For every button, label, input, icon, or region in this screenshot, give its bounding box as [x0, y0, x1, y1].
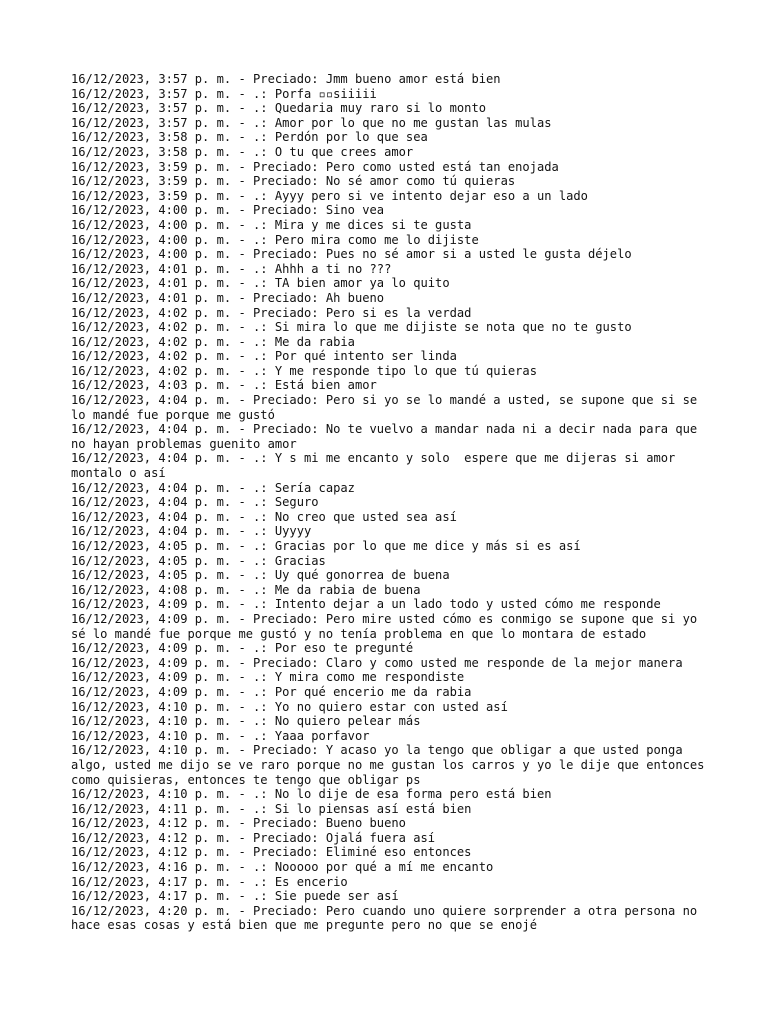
chat-line: 16/12/2023, 4:12 p. m. - Preciado: Bueno bueno: [71, 816, 406, 831]
chat-line: 16/12/2023, 4:10 p. m. - .: No quiero pelear más: [71, 714, 421, 729]
chat-line: 16/12/2023, 4:05 p. m. - .: Uy qué gonorrea de buena: [71, 568, 450, 583]
chat-line: 16/12/2023, 4:08 p. m. - .: Me da rabia de buena: [71, 582, 421, 597]
chat-line: 16/12/2023, 4:00 p. m. - Preciado: Sino vea: [71, 203, 385, 218]
chat-line: 16/12/2023, 4:05 p. m. - .: Gracias por lo que me dice y más si es así: [71, 539, 581, 553]
chat-line: 16/12/2023, 4:04 p. m. - .: Uyyyy: [71, 524, 312, 539]
chat-line: 16/12/2023, 4:10 p. m. - .: Yaaa porfavor: [71, 728, 370, 743]
chat-line: 16/12/2023, 4:02 p. m. - Preciado: Pero si es la verdad: [71, 305, 472, 320]
chat-line: 16/12/2023, 4:10 p. m. - Preciado: Y acaso yo la tengo que obligar a que usted ponga algo, usted me dijo se ve raro porque no me gustan los carros y yo le dije que entonces como quisieras, entonces te tengo que obligar ps: [71, 743, 712, 787]
chat-line: 16/12/2023, 4:17 p. m. - .: Es encerio: [71, 874, 348, 889]
chat-line: 16/12/2023, 4:12 p. m. - Preciado: Eliminé eso entonces: [71, 845, 472, 860]
chat-line: 16/12/2023, 3:57 p. m. - .: Porfa ▫▫siiiii: [71, 86, 377, 101]
chat-line: 16/12/2023, 3:57 p. m. - .: Amor por lo que no me gustan las mulas: [71, 115, 552, 130]
chat-line: 16/12/2023, 4:00 p. m. - .: Pero mira como me lo dijiste: [71, 232, 479, 247]
chat-line: 16/12/2023, 4:09 p. m. - .: Intento dejar a un lado todo y usted cómo me responde: [71, 597, 661, 612]
chat-line: 16/12/2023, 4:04 p. m. - Preciado: Pero si yo se lo mandé a usted, se supone que si se lo mandé fue porque me gustó: [71, 393, 705, 422]
chat-line: 16/12/2023, 3:59 p. m. - .: Ayyy pero si ve intento dejar eso a un lado: [71, 188, 588, 203]
chat-line: 16/12/2023, 4:09 p. m. - Preciado: Claro y como usted me responde de la mejor manera: [71, 655, 683, 670]
chat-line: 16/12/2023, 4:12 p. m. - Preciado: Ojalá fuera así: [71, 830, 436, 845]
chat-line: 16/12/2023, 4:05 p. m. - .: Gracias: [71, 553, 326, 568]
chat-line: 16/12/2023, 4:03 p. m. - .: Está bien amor: [71, 378, 377, 393]
chat-line: 16/12/2023, 3:57 p. m. - Preciado: Jmm bueno amor está bien: [71, 72, 501, 86]
chat-line: 16/12/2023, 4:16 p. m. - .: Nooooo por qué a mí me encanto: [71, 860, 494, 875]
chat-line: 16/12/2023, 4:01 p. m. - .: TA bien amor ya lo quito: [71, 276, 450, 291]
chat-line: 16/12/2023, 4:09 p. m. - .: Por qué encerio me da rabia: [71, 684, 472, 699]
chat-line: 16/12/2023, 4:02 p. m. - .: Por qué intento ser linda: [71, 349, 457, 364]
chat-line: 16/12/2023, 4:01 p. m. - Preciado: Ah bueno: [71, 290, 385, 305]
chat-line: 16/12/2023, 4:09 p. m. - .: Y mira como me respondiste: [71, 670, 465, 685]
chat-line: 16/12/2023, 3:59 p. m. - Preciado: No sé amor como tú quieras: [71, 174, 516, 189]
chat-transcript: [71, 72, 711, 933]
chat-line: 16/12/2023, 4:20 p. m. - Preciado: Pero cuando uno quiere sorprender a otra persona no hace esas cosas y está bien que me pregunte pero no que se enojé: [71, 903, 705, 933]
chat-line: 16/12/2023, 4:04 p. m. - Preciado: No te vuelvo a mandar nada ni a decir nada para que no hayan problemas guenito amor: [71, 422, 705, 451]
chat-line: 16/12/2023, 4:04 p. m. - .: Y s mi me encanto y solo espere que me dijeras si amor montalo o así: [71, 451, 683, 481]
chat-line: 16/12/2023, 4:04 p. m. - .: No creo que usted sea así: [71, 509, 457, 524]
chat-line: 16/12/2023, 4:02 p. m. - .: Si mira lo que me dijiste se nota que no te gusto: [71, 320, 632, 335]
chat-line: 16/12/2023, 4:09 p. m. - .: Por eso te pregunté: [71, 641, 414, 656]
chat-line: 16/12/2023, 4:00 p. m. - .: Mira y me dices si te gusta: [71, 217, 472, 232]
chat-line: 16/12/2023, 4:10 p. m. - .: Yo no quiero estar con usted así: [71, 699, 508, 714]
chat-line: 16/12/2023, 4:01 p. m. - .: Ahhh a ti no ???: [71, 261, 392, 276]
chat-line: 16/12/2023, 3:58 p. m. - .: Perdón por lo que sea: [71, 130, 428, 145]
chat-line: 16/12/2023, 3:59 p. m. - Preciado: Pero como usted está tan enojada: [71, 159, 559, 174]
chat-line: 16/12/2023, 4:11 p. m. - .: Si lo piensas así está bien: [71, 801, 472, 816]
chat-line: 16/12/2023, 4:04 p. m. - .: Seguro: [71, 495, 319, 510]
chat-line: 16/12/2023, 3:58 p. m. - .: O tu que crees amor: [71, 144, 414, 159]
chat-line: 16/12/2023, 4:09 p. m. - Preciado: Pero mire usted cómo es conmigo se supone que si yo sé lo mandé fue porque me gustó y no tenía problema en que lo montara de estado: [71, 611, 705, 641]
chat-line: 16/12/2023, 4:00 p. m. - Preciado: Pues no sé amor si a usted le gusta déjelo: [71, 247, 632, 262]
chat-line: 16/12/2023, 4:02 p. m. - .: Y me responde tipo lo que tú quieras: [71, 363, 537, 378]
chat-line: 16/12/2023, 4:17 p. m. - .: Sie puede ser así: [71, 889, 399, 904]
chat-line: 16/12/2023, 4:10 p. m. - .: No lo dije de esa forma pero está bien: [71, 787, 552, 802]
chat-line: 16/12/2023, 4:04 p. m. - .: Sería capaz: [71, 480, 355, 495]
chat-line: 16/12/2023, 3:57 p. m. - .: Quedaria muy raro si lo monto: [71, 101, 487, 116]
chat-line: 16/12/2023, 4:02 p. m. - .: Me da rabia: [71, 334, 355, 349]
